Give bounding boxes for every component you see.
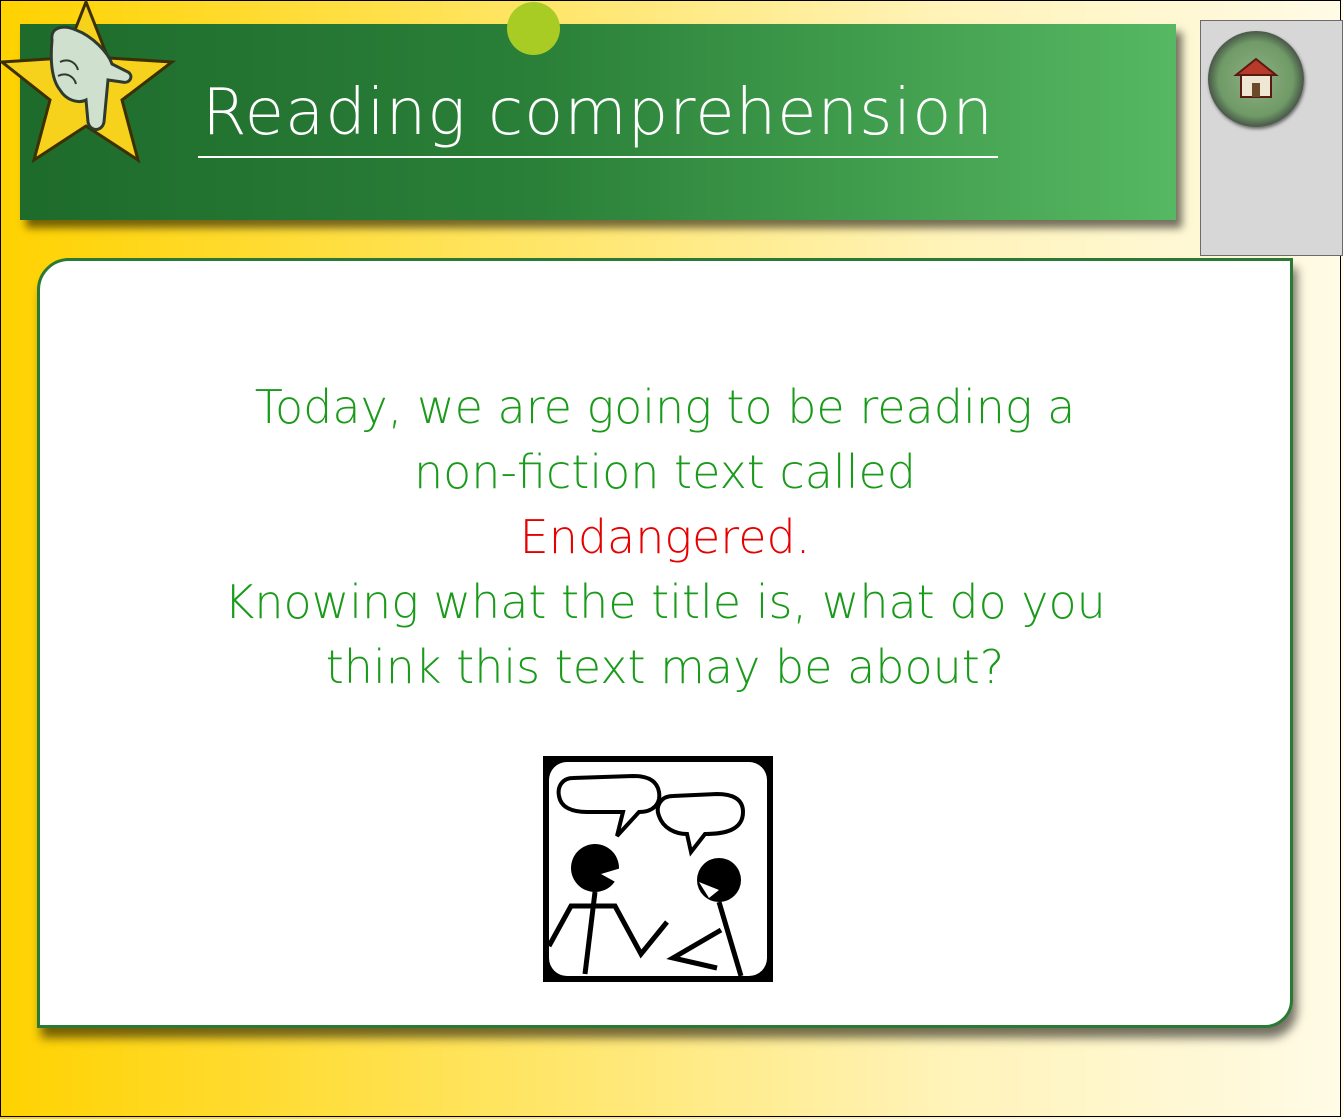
prompt-line-4: Knowing what the title is, what do you: [224, 575, 1106, 629]
book-title-line: [40, 505, 1290, 570]
navigation-panel: [1200, 20, 1343, 256]
prompt-line-5: think this text may be about?: [325, 640, 1005, 694]
prompt-line-1: Today, we are going to be reading a: [254, 380, 1076, 434]
star-pointing-hand-icon: [0, 0, 180, 165]
talk-partners-icon: [543, 756, 773, 982]
book-title-punctuation: .: [795, 510, 811, 564]
content-card: [37, 258, 1293, 1028]
title-banner: [20, 24, 1176, 220]
book-title: Endangered: [519, 510, 796, 564]
decorative-dot: [507, 2, 560, 55]
prompt-text: [40, 375, 1290, 700]
prompt-line-2: non-fiction text called: [413, 445, 916, 499]
page-title: [20, 76, 1176, 150]
home-button[interactable]: [1208, 31, 1304, 127]
home-icon: [1208, 31, 1304, 127]
page-title-text: Reading comprehension: [198, 76, 998, 158]
